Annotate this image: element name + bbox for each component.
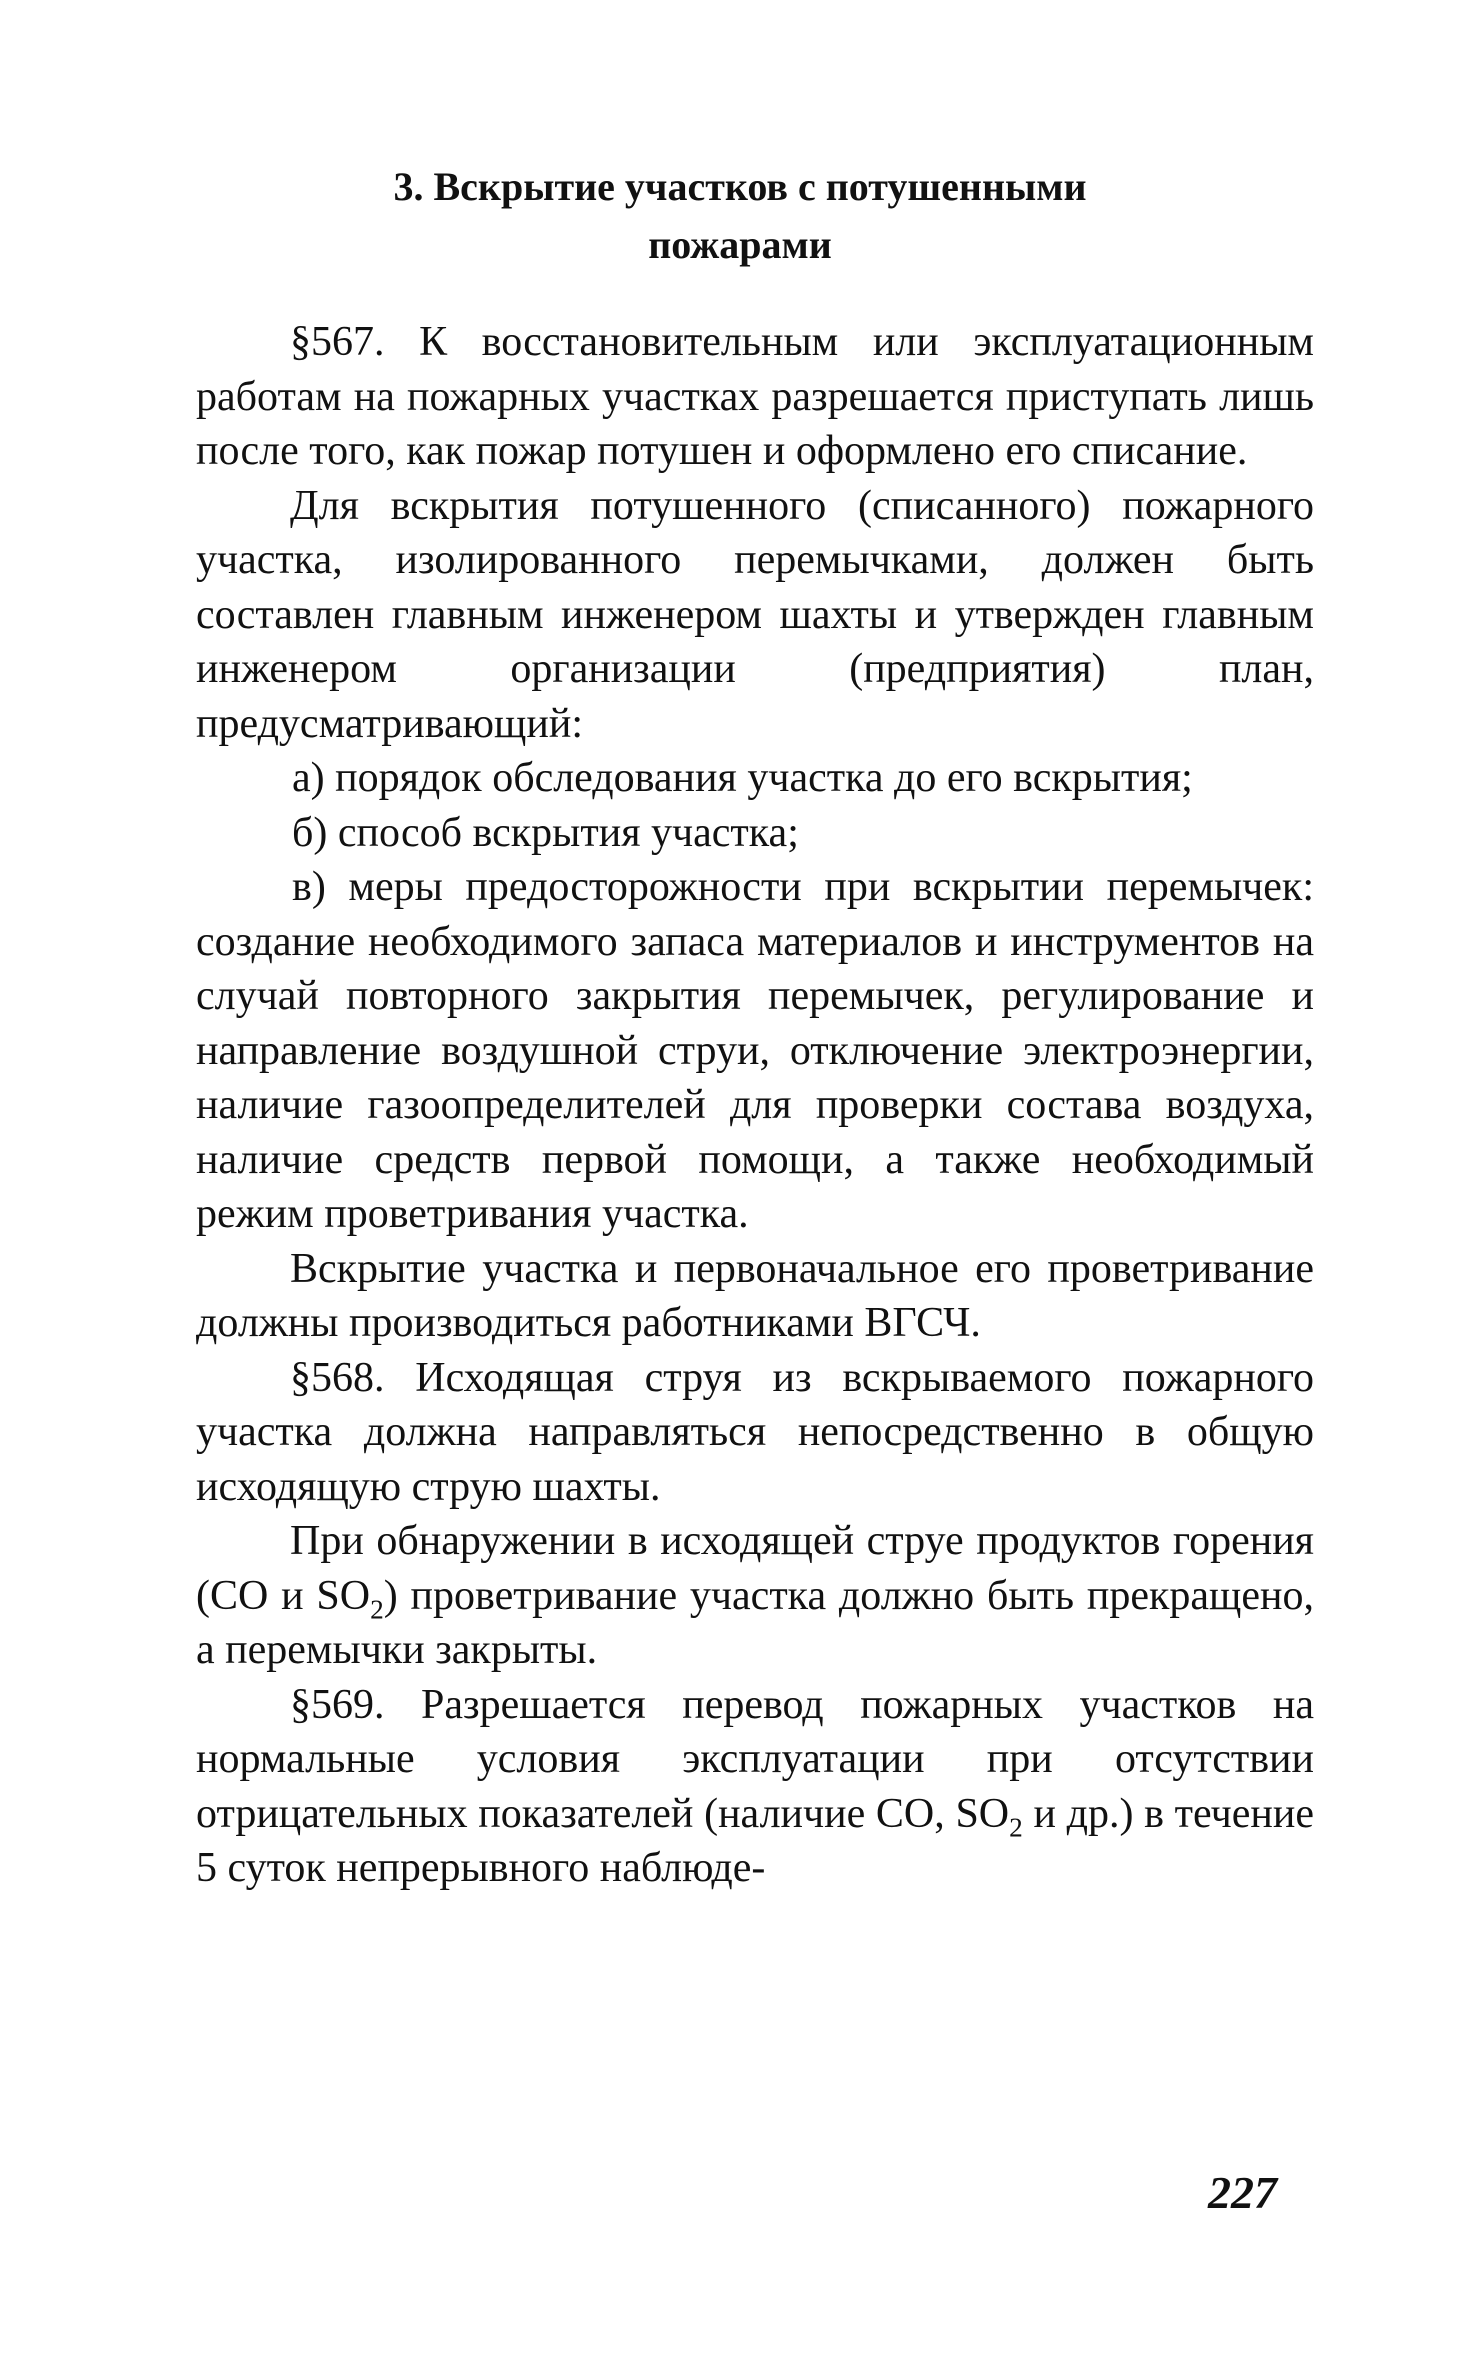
- paragraph-vgsch: Вскрытие участка и первоначальное его проветривание должны производиться работниками ВГСЧ.: [196, 1245, 1314, 1346]
- paragraph-569-text: §569. Разрешается перевод пожарных участков на нормальные условия эксплуатации при отсутствии отрицательных показателей (наличие СО, SO: [196, 1681, 1314, 1837]
- paragraph-combustion-products: [196, 1514, 1314, 1678]
- paragraph-combustion-products-text-end: ) проветривание участка должно быть прекращено, а перемычки закрыты.: [196, 1572, 1314, 1673]
- section-heading-line-1: 3. Вскрытие участков с потушенными: [393, 164, 1087, 209]
- list-item-v: в) меры предосторожности при вскрытии перемычек: создание необходимого запаса материалов и инструментов на случай повторного закрытия перемычек, регулирование и направление воздушной струи, отключение электроэнергии, наличие газоопределителей для проверки состава воздуха, наличие средств первой помощи, а также необходимый режим проветривания участка.: [196, 864, 1314, 1237]
- section-heading-line-2: пожарами: [648, 222, 832, 267]
- paragraph-plan: Для вскрытия потушенного (списанного) пожарного участка, изолированного перемычками, должен быть составлен главным инженером шахты и утвержден главным инженером организации (предприятия) план, предусматривающий:: [196, 482, 1314, 747]
- paragraph-569-text-end: и др.) в течение 5 суток непрерывного наблюде-: [196, 1790, 1314, 1891]
- section-heading: [190, 158, 1290, 274]
- list-item-b: б) способ вскрытия участка;: [292, 809, 799, 856]
- page-number: 227: [1208, 2167, 1277, 2218]
- paragraph-combustion-products-text: При обнаружении в исходящей струе продуктов горения (СО и SO: [196, 1518, 1314, 1619]
- paragraph-569: [196, 1678, 1314, 1896]
- body-text: [196, 315, 1314, 1896]
- paragraph-567: §567. К восстановительным или эксплуатационным работам на пожарных участках разрешается приступать лишь после того, как пожар потушен и оформлено его списание.: [196, 319, 1314, 474]
- list-item-a: а) порядок обследования участка до его вскрытия;: [292, 755, 1193, 801]
- paragraph-568: §568. Исходящая струя из вскрываемого пожарного участка должна направляться непосредственно в общую исходящую струю шахты.: [196, 1354, 1314, 1510]
- subscript-2: 2: [370, 1593, 384, 1624]
- subscript-2: 2: [1009, 1811, 1023, 1842]
